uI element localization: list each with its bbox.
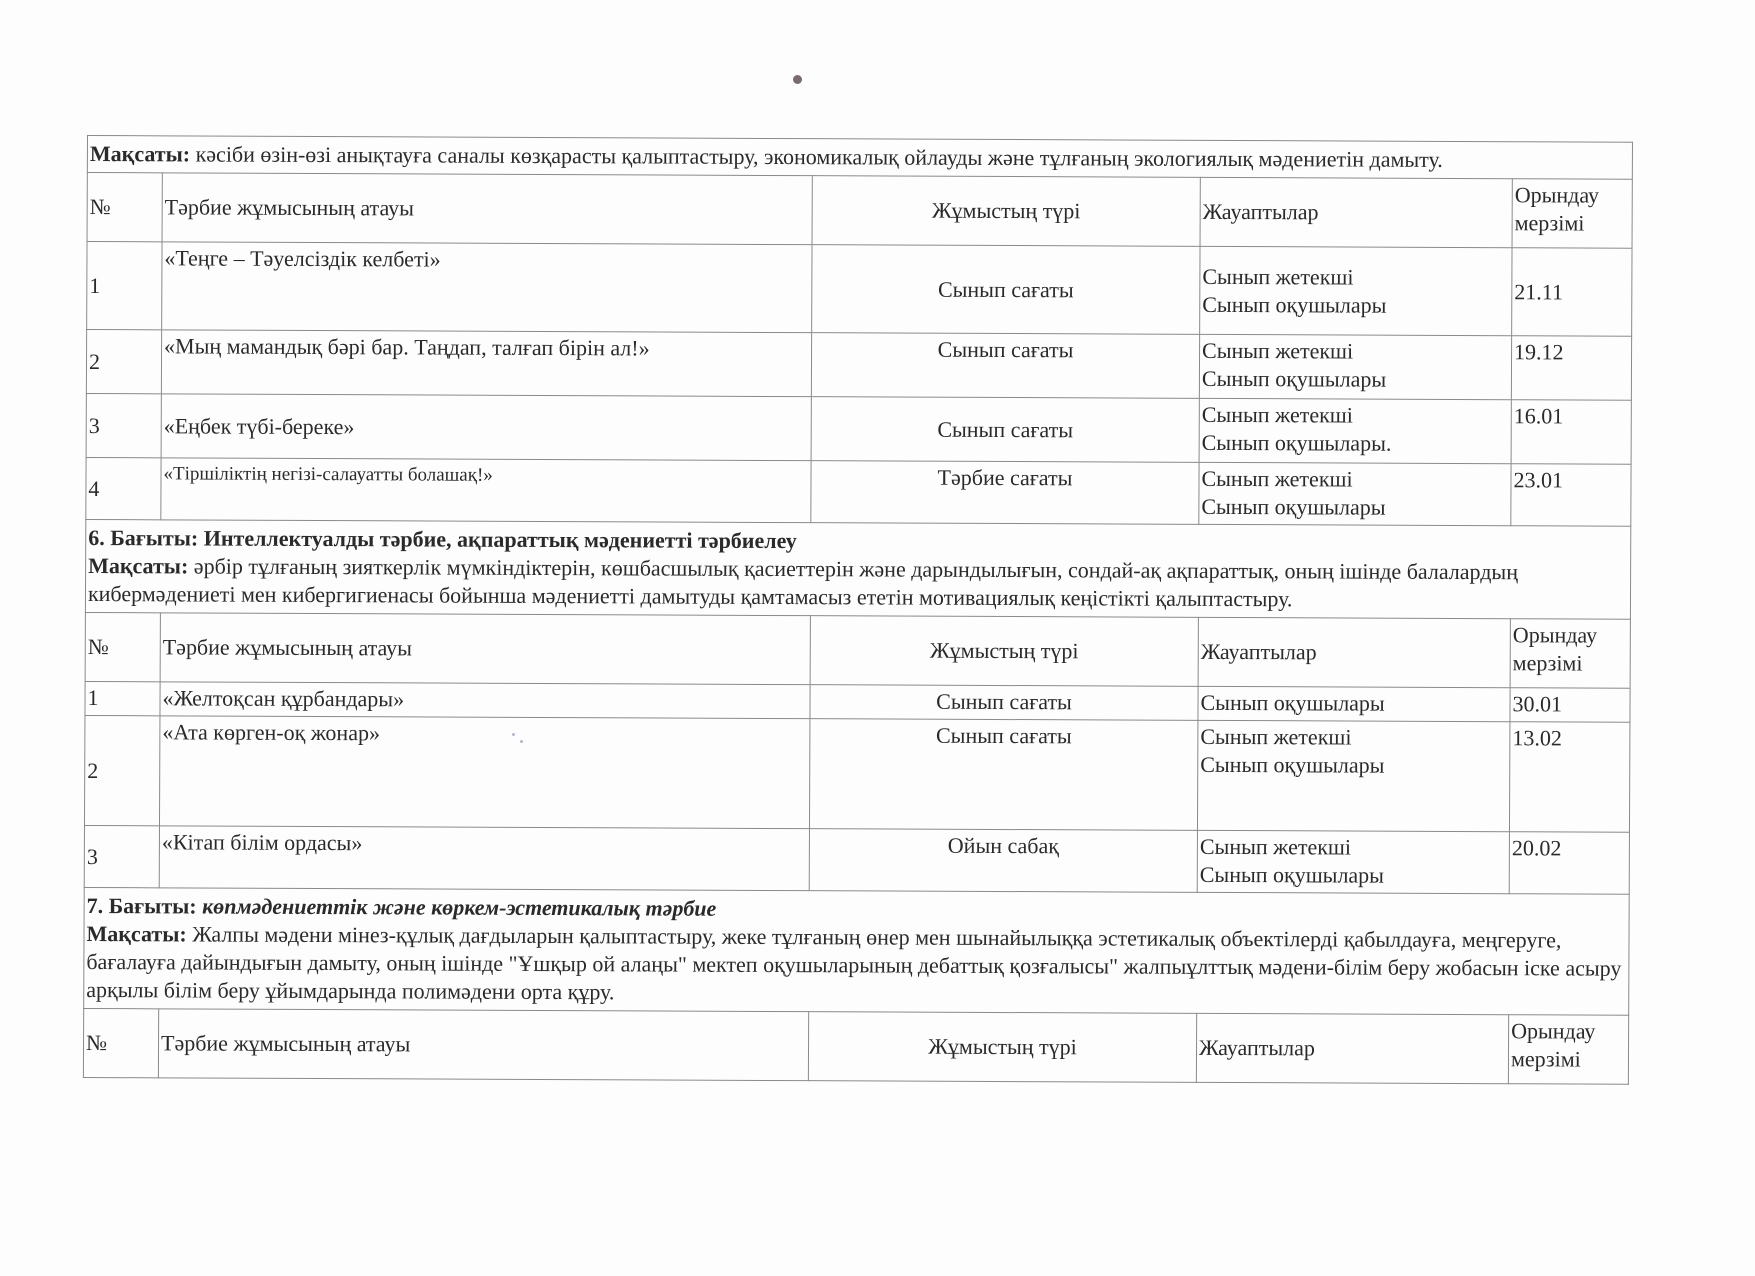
direction-label: 7. Бағыты: xyxy=(86,893,197,919)
row-num: 3 xyxy=(84,825,159,887)
row-resp xyxy=(1199,398,1511,463)
header-resp: Жауаптылар xyxy=(1196,1013,1508,1083)
row-resp xyxy=(1197,830,1509,893)
header-date: Орындау мерзімі xyxy=(1510,619,1630,689)
row-name: «Теңге – Тәуелсіздік келбеті» xyxy=(162,242,812,333)
row-type: Сынып сағаты xyxy=(811,333,1199,399)
table-row xyxy=(86,457,1631,526)
direction-text: көпмәдениеттік және көркем-эстетикалық тәрбие xyxy=(202,893,717,921)
row-name: «Мың мамандық бәрі бар. Таңдап, талғап бірін ал!» xyxy=(161,330,811,397)
row-type: Сынып сағаты xyxy=(809,719,1197,831)
resp-line: Сынып жетекші xyxy=(1202,337,1354,364)
header-type: Жұмыстың түрі xyxy=(810,616,1198,687)
goal-label: Мақсаты: xyxy=(89,141,191,167)
row-name: «Еңбек түбі-береке» xyxy=(161,394,811,461)
goal-label: Мақсаты: xyxy=(88,553,189,579)
resp-line: Сынып жетекші xyxy=(1201,465,1353,492)
plan-table xyxy=(83,135,1633,1085)
header-name: Тәрбие жұмысының атауы xyxy=(160,613,810,685)
row-name: «Желтоқсан құрбандары» xyxy=(160,682,810,719)
table-header-row xyxy=(87,173,1632,249)
section6-heading xyxy=(85,519,1630,619)
header-date: Орындау мерзімі xyxy=(1508,1015,1628,1085)
header-type: Жұмыстың түрі xyxy=(812,176,1200,247)
resp-line: Сынып оқушылары xyxy=(1199,861,1385,888)
row-type: Тәрбие сағаты xyxy=(811,461,1199,525)
resp-line: Сынып оқушылары xyxy=(1200,751,1385,778)
row-num: 2 xyxy=(84,715,159,825)
table-header-row xyxy=(83,1008,1628,1084)
resp-line: Сынып жетекші xyxy=(1202,263,1354,290)
row-name: «Кітап білім ордасы» xyxy=(159,826,809,891)
resp-line: Сынып оқушылары xyxy=(1202,291,1387,318)
header-name: Тәрбие жұмысының атауы xyxy=(162,173,812,245)
table-row xyxy=(87,242,1632,337)
header-name: Тәрбие жұмысының атауы xyxy=(158,1009,808,1081)
row-date: 19.12 xyxy=(1511,336,1631,401)
row-num: 4 xyxy=(86,457,161,519)
row-type: Ойын сабақ xyxy=(809,829,1197,893)
goal-text: Жалпы мәдени мінез-құлық дағдыларын қалыптастыру, жеке тұлғаның өнер мен шынайылыққа эстетикалық объектілерді қабылдауға, меңгеруге, бағалауға дайындығын дамыту, оның ішінде "Ұшқыр ой алаңы" мектеп оқушыларының дебаттық қозғалысы" жалпыұлттық мәдени-білім беру жобасын іске асыру арқылы білім беру ұйымдарында полимәдени орта құру. xyxy=(86,921,1622,1005)
header-num: № xyxy=(85,612,160,681)
row-type: Сынып сағаты xyxy=(811,397,1199,463)
resp-line: Сынып жетекші xyxy=(1201,401,1353,428)
row-type: Сынып сағаты xyxy=(812,245,1200,335)
row-num: 2 xyxy=(86,330,161,394)
row-date: 30.01 xyxy=(1510,688,1630,723)
document xyxy=(83,135,1632,1085)
goal-label: Мақсаты: xyxy=(86,921,187,947)
goal-text: әрбір тұлғаның зияткерлік мүмкіндіктерін, көшбасшылық қасиеттерін және дарындылығын, сондай-ақ ақпараттық, оның ішінде балалардың кибермәдениеті мен кибергигиенасы бойынша мәдениетті дамытуды қамтамасыз ететін мотивациялық кеңістікті қалыптастыру. xyxy=(87,553,1519,612)
section6-direction: 6. Бағыты: Интеллектуалды тәрбие, ақпараттық мәдениетті тәрбиелеу xyxy=(88,525,797,554)
table-row xyxy=(84,715,1629,832)
resp-line: Сынып оқушылары xyxy=(1201,365,1387,392)
scan-dot xyxy=(793,75,802,84)
row-num: 1 xyxy=(87,242,162,330)
row-date: 13.02 xyxy=(1509,722,1630,833)
table-row xyxy=(86,330,1631,401)
row-date: 16.01 xyxy=(1511,400,1631,465)
header-resp: Жауаптылар xyxy=(1200,177,1512,247)
row-resp: Сынып оқушылары xyxy=(1198,686,1510,721)
header-date: Орындау мерзімі xyxy=(1512,179,1632,249)
row-type: Сынып сағаты xyxy=(810,685,1198,721)
header-type: Жұмыстың түрі xyxy=(808,1012,1196,1083)
row-resp xyxy=(1197,720,1509,831)
row-date: 20.02 xyxy=(1509,832,1629,895)
table-row xyxy=(84,825,1629,894)
section7-heading xyxy=(84,887,1630,1015)
row-name: «Ата көрген-оқ жонар» xyxy=(159,716,809,829)
header-num: № xyxy=(87,173,162,242)
row-name: «Тіршіліктің негізі-салауатты болашақ!» xyxy=(161,458,811,523)
resp-line: Сынып оқушылары. xyxy=(1201,429,1392,456)
row-resp xyxy=(1200,246,1512,335)
resp-line: Сынып жетекші xyxy=(1200,723,1352,750)
row-resp xyxy=(1199,462,1511,525)
row-date: 21.11 xyxy=(1512,248,1632,337)
header-num: № xyxy=(83,1008,158,1077)
row-num: 3 xyxy=(86,393,161,457)
row-date: 23.01 xyxy=(1511,464,1631,527)
table-header-row xyxy=(85,612,1630,688)
goal-text: кәсіби өзін-өзі анықтауға саналы көзқарасты қалыптастыру, экономикалық ойлауды және тұлғаның экологиялық мәдениетін дамыту. xyxy=(195,141,1443,172)
resp-line: Сынып оқушылары xyxy=(1201,493,1386,520)
resp-line: Сынып жетекші xyxy=(1199,833,1352,860)
row-num: 1 xyxy=(85,681,160,715)
header-resp: Жауаптылар xyxy=(1198,617,1510,687)
table-row xyxy=(86,393,1631,464)
row-resp xyxy=(1199,334,1511,399)
